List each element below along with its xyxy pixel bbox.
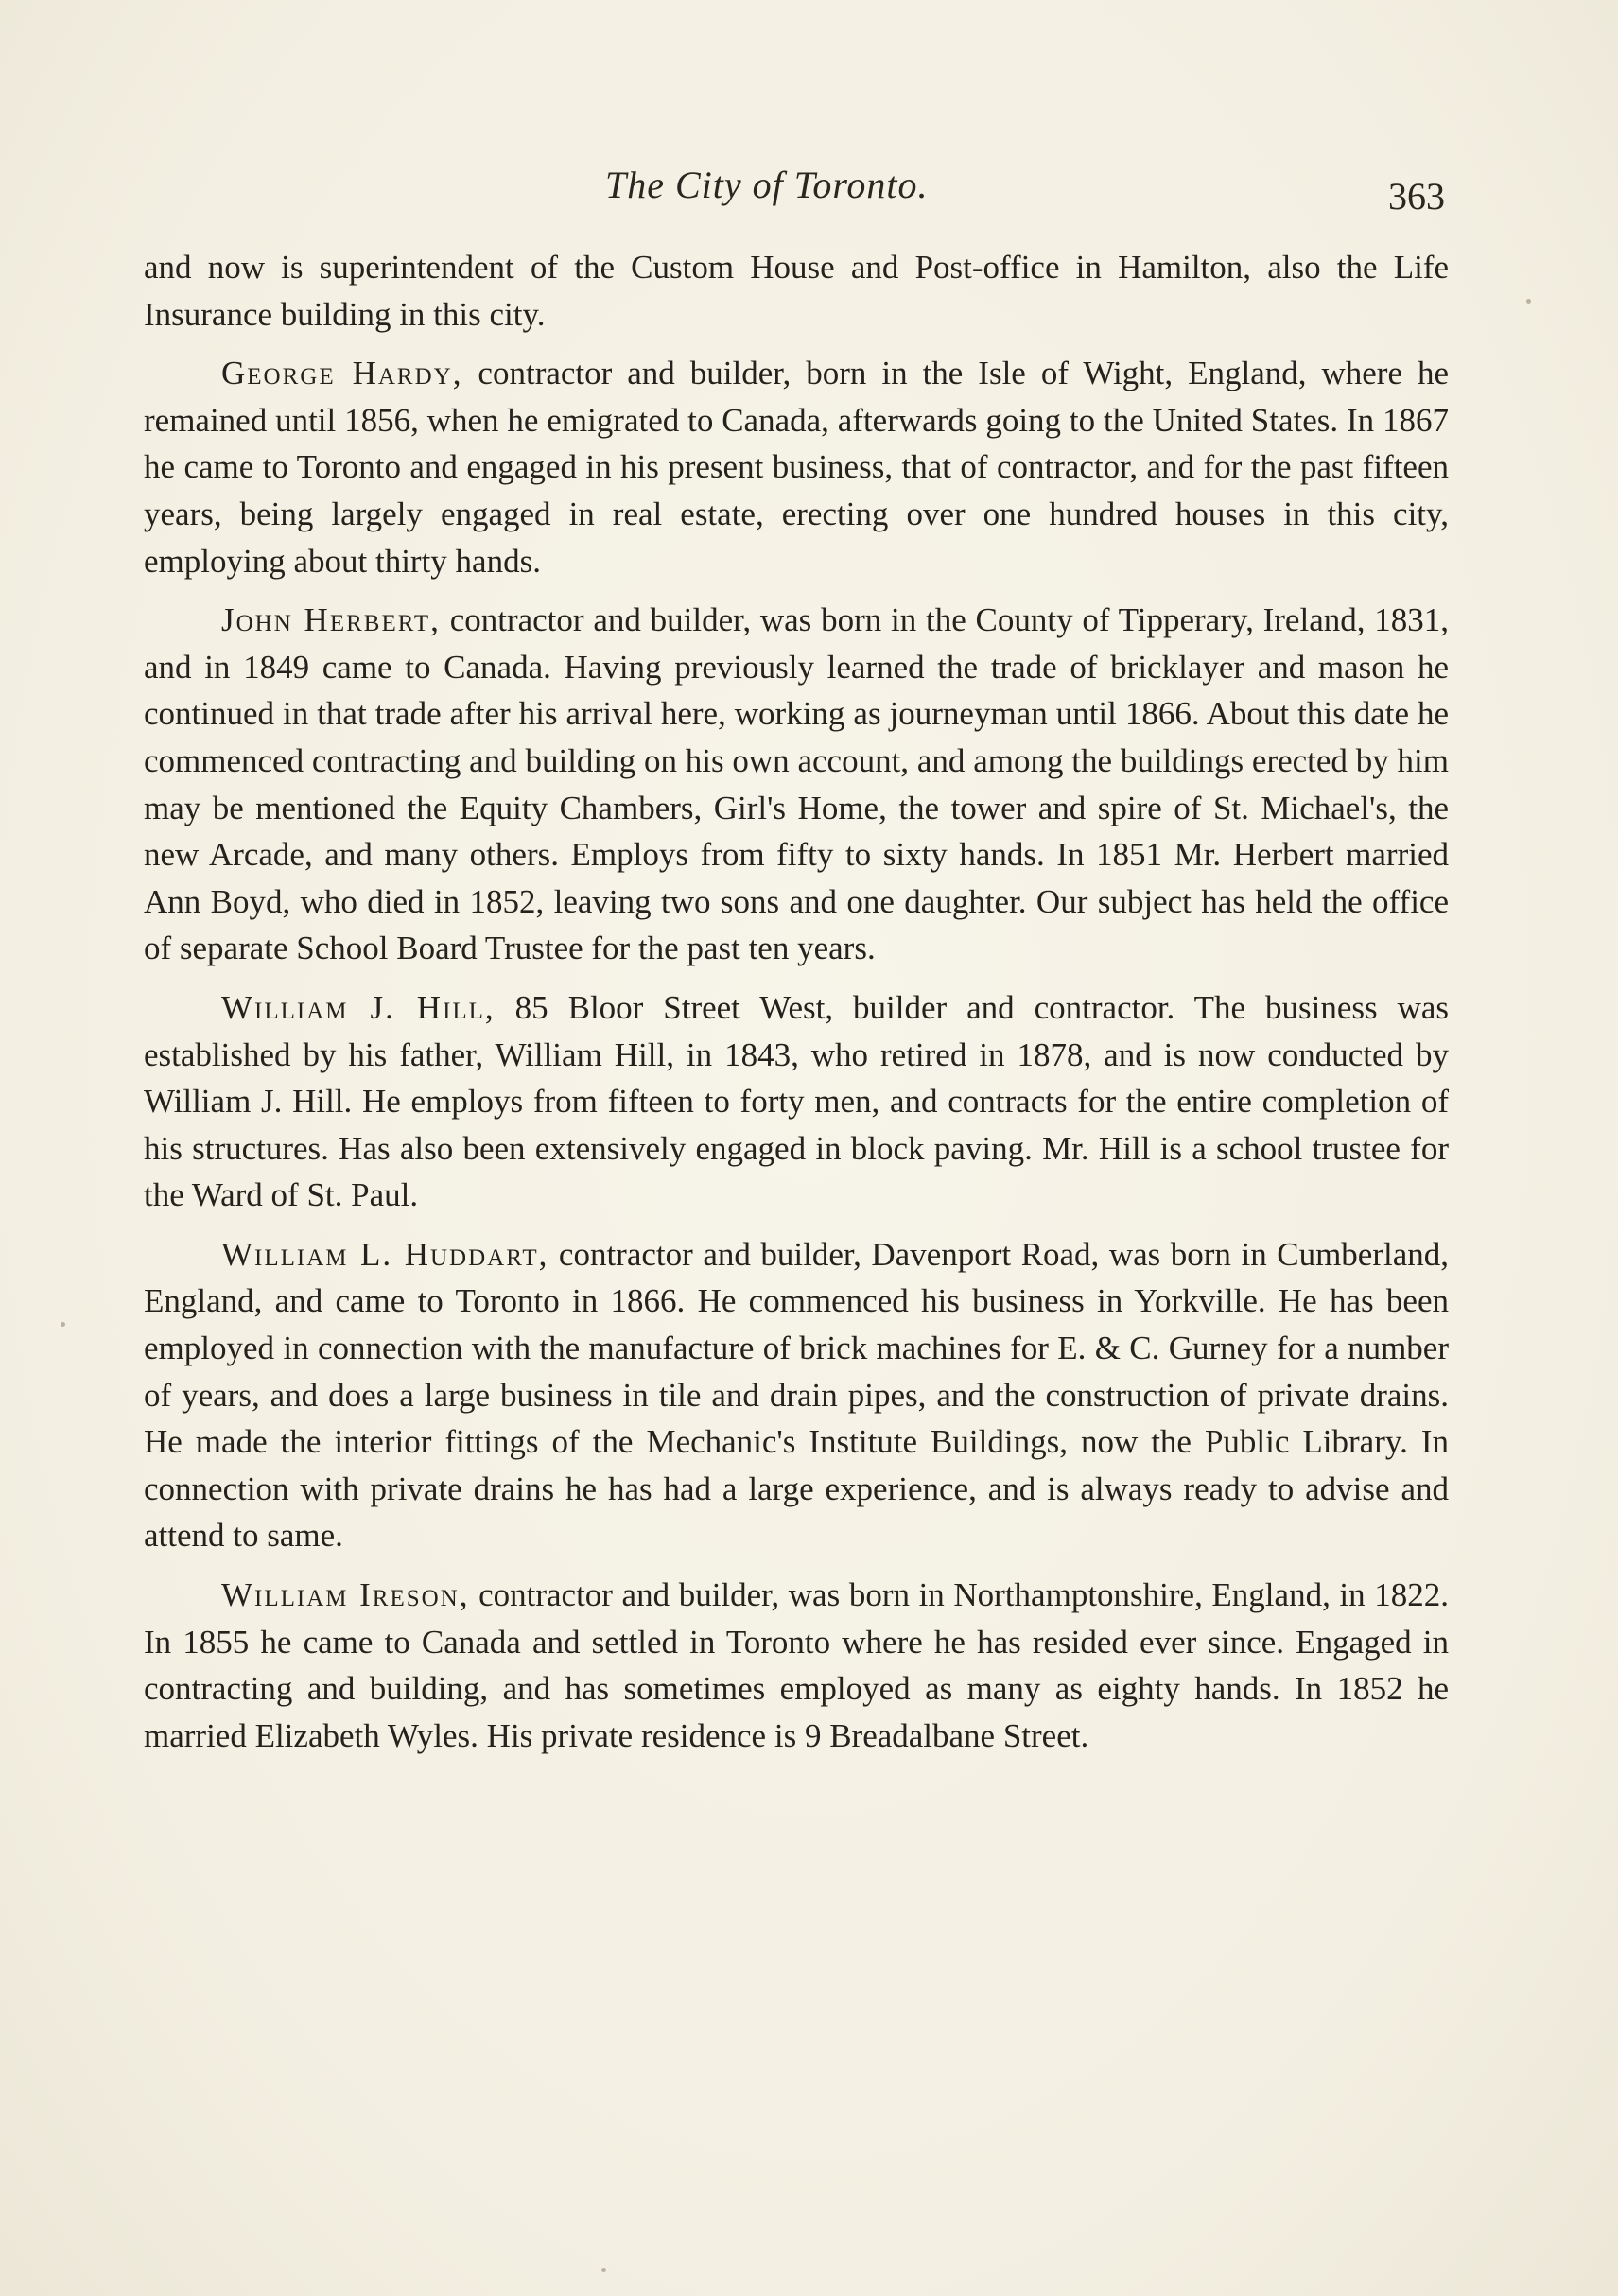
running-head	[0, 157, 1618, 217]
page-number: 363	[1388, 175, 1445, 217]
entry-text: 85 Bloor Street West, builder and contractor. The business was established by his father, William Hill, in 1843, who retired in 1878, and is now conducted by William J. Hill. He employs from fifteen to forty men, and contracts for the entire completion of his structures. Has also been extensively engaged in block paving. Mr. Hill is a school trustee for the Ward of St. Paul.	[144, 988, 1449, 1214]
entry-william-ireson	[144, 1572, 1449, 1759]
entry-text: contractor and builder, was born in the County of Tipperary, Ireland, 1831, and in 1849 came to Canada. Having previously learned the trade of bricklayer and mason he continued in that trade after his arrival here, working as journeyman until 1866. About this date he commenced contracting and building on his own account, and among the buildings erected by him may be mentioned the Equity Chambers, Girl's Home, the tower and spire of St. Michael's, the new Arcade, and many others. Employs from fifty to sixty hands. In 1851 Mr. Herbert married Ann Boyd, who died in 1852, leaving two sons and one daughter. Our subject has held the office of separate School Board Trustee for the past ten years.	[144, 601, 1449, 967]
entry-name: George Hardy,	[221, 355, 463, 392]
entry-text: contractor and builder, was born in Northamptonshire, England, in 1822. In 1855 he came to Canada and settled in Toronto where he has resided ever since. Engaged in contracting and building, and has sometimes employed as many as eighty hands. In 1852 he married Elizabeth Wyles. His private residence is 9 Breadalbane Street.	[144, 1576, 1450, 1754]
paper-speck	[61, 1322, 65, 1327]
paper-speck	[1526, 299, 1531, 304]
entry-name: William J. Hill,	[221, 988, 496, 1026]
body-text	[144, 244, 1449, 1771]
entry-john-herbert	[144, 597, 1449, 972]
running-title: The City of Toronto.	[605, 164, 929, 206]
entry-name: William Ireson,	[221, 1576, 470, 1614]
entry-text: contractor and builder, Davenport Road, was born in Cumberland, England, and came to Toronto in 1866. He commenced his business in Yorkville. He has been employed in connection with the manufacture of brick machines for E. & C. Gurney for a number of years, and does a large business in tile and drain pipes, and the construction of private drains. He made the interior fittings of the Mechanic's Institute Buildings, now the Public Library. In connection with private drains he has had a large experience, and is always ready to advise and attend to same.	[144, 1235, 1449, 1555]
entry-william-j-hill	[144, 984, 1449, 1219]
entry-william-l-huddart	[144, 1231, 1449, 1559]
entry-george-hardy	[144, 350, 1449, 584]
paragraph-continuation	[144, 244, 1449, 338]
entry-name: John Herbert,	[221, 601, 441, 639]
paragraph-text: and now is superintendent of the Custom House and Post-office in Hamilton, also the Life Insurance building in this city.	[144, 249, 1449, 333]
entry-text: contractor and builder, born in the Isle of Wight, England, where he remained until 1856, when he emigrated to Canada, afterwards going to the United States. In 1867 he came to Toronto and engaged in his present business, that of contractor, and for the past fifteen years, being largely engaged in real estate, erecting over one hundred houses in this city, employing about thirty hands.	[144, 355, 1449, 580]
paper-speck	[601, 2268, 606, 2272]
entry-name: William L. Huddart,	[221, 1235, 549, 1273]
